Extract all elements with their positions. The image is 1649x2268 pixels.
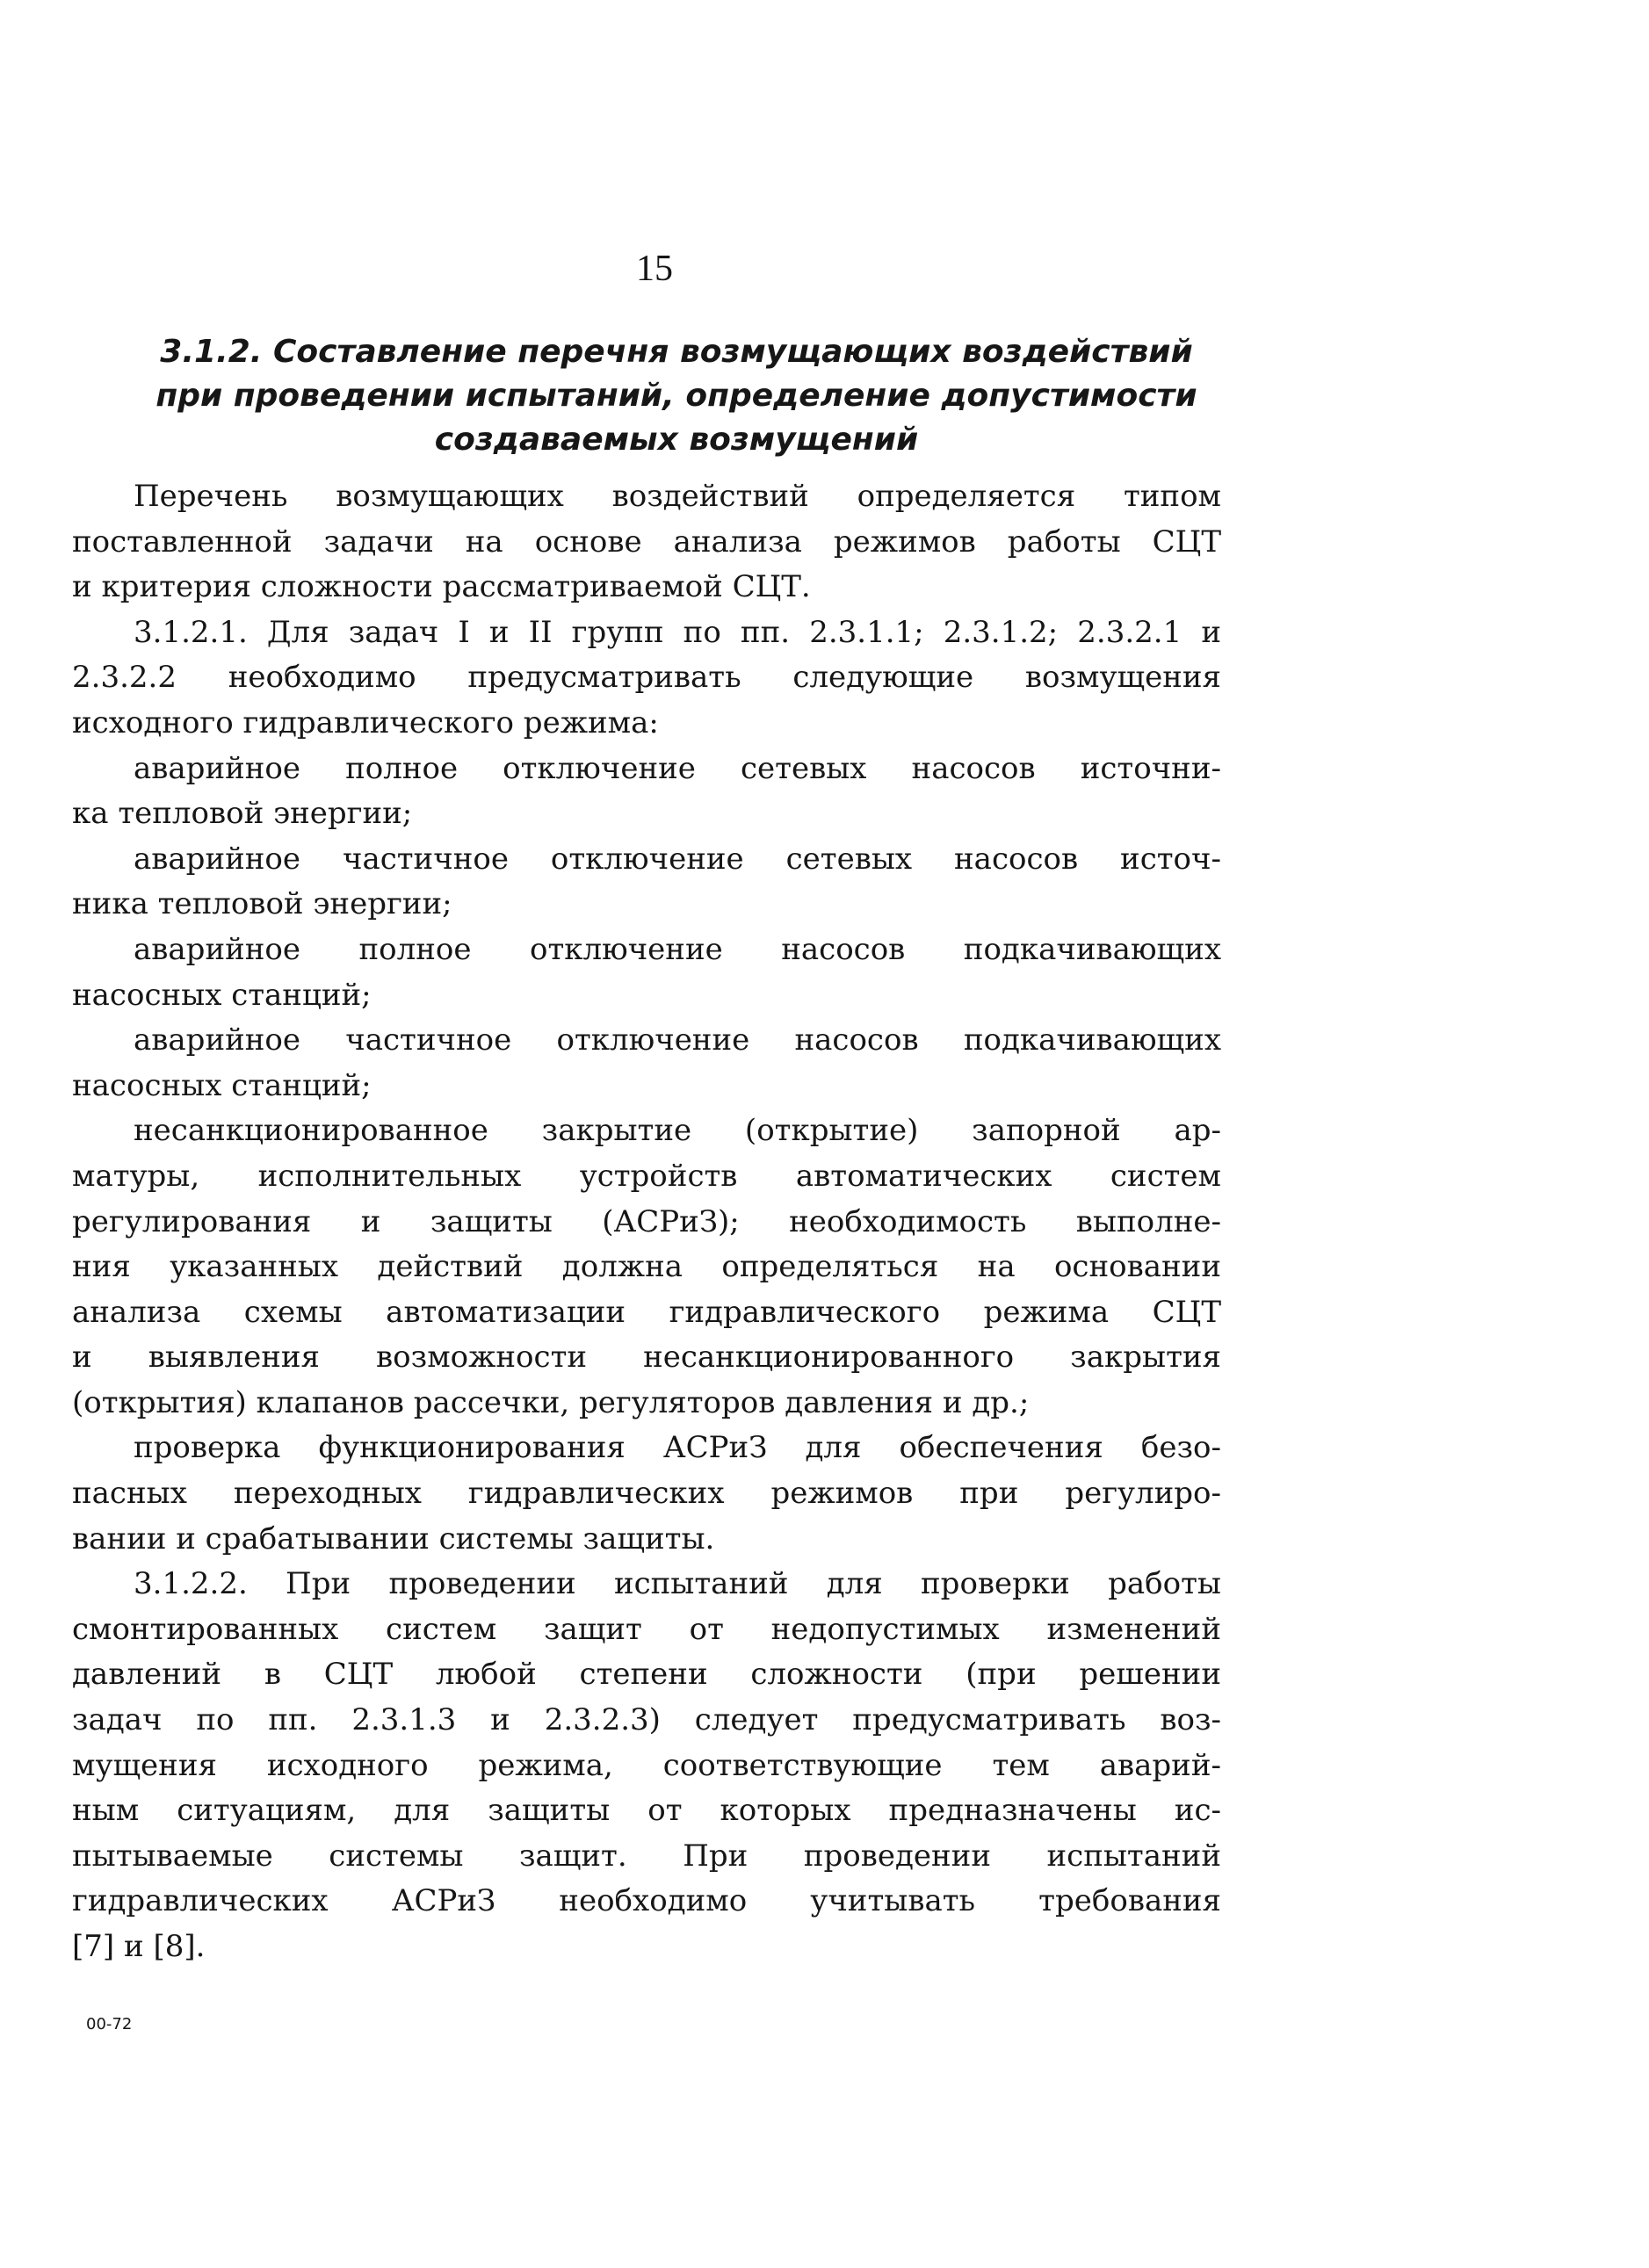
body-line: аварийное полное отключение насосов подкачивающих: [134, 931, 1221, 967]
body-line: [7] и [8].: [72, 1929, 206, 1964]
body-line: пасных переходных гидравлических режимов при регулиро-: [72, 1476, 1221, 1512]
body-line: 3.1.2.1. Для задач I и II групп по пп. 2.3.1.1; 2.3.1.2; 2.3.2.1 и: [134, 614, 1221, 650]
body-line: аварийное частичное отключение сетевых насосов источ-: [134, 841, 1221, 877]
body-line: ным ситуациям, для защиты от которых предназначены ис-: [72, 1793, 1221, 1829]
body-line: гидравлических АСРиЗ необходимо учитывать требования: [72, 1883, 1221, 1919]
body-line: и критерия сложности рассматриваемой СЦТ.: [72, 569, 811, 605]
body-line: (открытия) клапанов рассечки, регуляторов давления и др.;: [72, 1384, 1030, 1420]
body-line: регулирования и защиты (АСРиЗ); необходимость выполне-: [72, 1203, 1221, 1239]
body-line: насосных станций;: [72, 977, 372, 1013]
footer-code: 00-72: [86, 2015, 133, 2033]
body-line: ника тепловой энергии;: [72, 886, 452, 922]
section-heading: [132, 330, 1221, 462]
body-line: ка тепловой энергии;: [72, 796, 413, 832]
body-text: [72, 474, 1221, 1970]
body-line: поставленной задачи на основе анализа режимов работы СЦТ: [72, 524, 1221, 560]
body-line: 2.3.2.2 необходимо предусматривать следующие возмущения: [72, 660, 1221, 696]
body-line: несанкционированное закрытие (открытие) запорной ар-: [134, 1113, 1221, 1149]
body-line: исходного гидравлического режима:: [72, 704, 659, 740]
body-line: аварийное полное отключение сетевых насосов источни-: [134, 750, 1221, 786]
page-number: 15: [636, 249, 673, 289]
body-line: задач по пп. 2.3.1.3 и 2.3.2.3) следует предусматривать воз-: [72, 1702, 1221, 1738]
body-line: насосных станций;: [72, 1067, 372, 1103]
body-line: давлений в СЦТ любой степени сложности (при решении: [72, 1657, 1221, 1693]
body-line: проверка функционирования АСРиЗ для обеспечения безо-: [134, 1430, 1221, 1466]
body-line: анализа схемы автоматизации гидравлического режима СЦТ: [72, 1294, 1221, 1330]
body-line: 3.1.2.2. При проведении испытаний для проверки работы: [134, 1566, 1221, 1602]
heading-line: 3.1.2. Составление перечня возмущающих воздействий: [160, 334, 1193, 370]
heading-line: создаваемых возмущений: [434, 422, 919, 458]
body-line: вании и срабатывании системы защиты.: [72, 1520, 715, 1557]
body-line: смонтированных систем защит от недопустимых изменений: [72, 1611, 1221, 1647]
body-line: ния указанных действий должна определяться на основании: [72, 1249, 1221, 1285]
heading-line: при проведении испытаний, определение допустимости: [155, 378, 1197, 414]
body-line: мущения исходного режима, соответствующие тем аварий-: [72, 1747, 1221, 1783]
body-line: аварийное частичное отключение насосов подкачивающих: [134, 1022, 1221, 1058]
body-line: Перечень возмущающих воздействий определяется типом: [134, 479, 1221, 514]
body-line: пытываемые системы защит. При проведении испытаний: [72, 1838, 1221, 1874]
body-line: и выявления возможности несанкционированного закрытия: [72, 1340, 1221, 1376]
body-line: матуры, исполнительных устройств автоматических систем: [72, 1158, 1221, 1194]
